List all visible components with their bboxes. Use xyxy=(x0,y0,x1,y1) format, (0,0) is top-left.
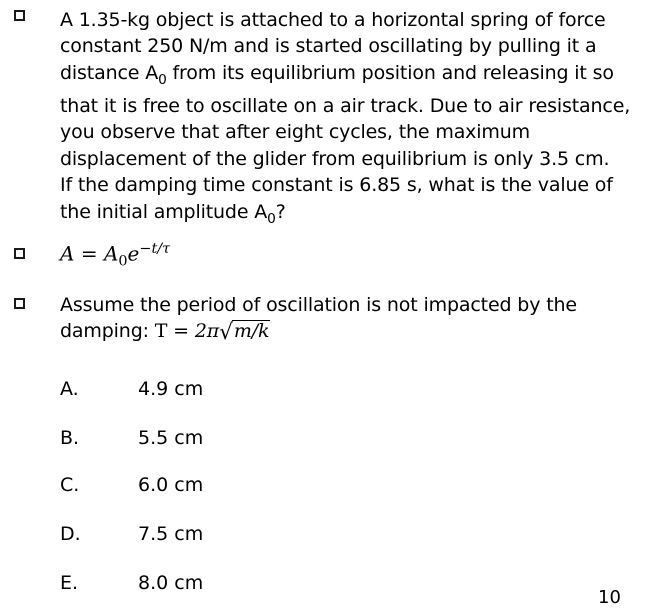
assumption-line-1: Assume the period of oscillation is not impacted by the xyxy=(60,294,577,316)
initial-amplitude-symbol: $A_0$ xyxy=(254,200,276,227)
choice-a-letter: A. xyxy=(60,378,79,400)
choice-b-letter: B. xyxy=(60,427,80,449)
assumption-text xyxy=(60,292,577,347)
problem-line-8: the initial amplitude $A_0$? xyxy=(60,200,286,227)
period-formula: T = 2π√m/k xyxy=(154,320,270,346)
choice-e-text: 8.0 cm xyxy=(138,572,204,594)
problem-line-2: constant 250 N/m and is started oscillating by pulling it a xyxy=(60,35,597,58)
choice-c-text: 6.0 cm xyxy=(138,474,204,496)
problem-line-5: you observe that after eight cycles, the maximum xyxy=(60,121,531,144)
problem-line-6: displacement of the glider from equilibrium is only 3.5 cm. xyxy=(60,147,610,170)
assumption-line-2: damping: T = 2π√m/k xyxy=(60,320,270,346)
choice-e-letter: E. xyxy=(60,572,79,594)
radicand: m/k xyxy=(233,320,270,343)
choice-b-text: 5.5 cm xyxy=(138,427,204,449)
page-number: 10 xyxy=(598,587,621,608)
problem-line-4: that it is free to oscillate on a air track. Due to air resistance, xyxy=(60,95,631,118)
checkbox-bullet-equation xyxy=(14,248,25,259)
choice-c-letter: C. xyxy=(60,474,80,496)
amplitude-symbol: $A_0$ xyxy=(145,61,167,88)
sqrt-icon: √ xyxy=(219,320,233,346)
checkbox-bullet-problem xyxy=(14,10,25,21)
damping-equation: $A = A_0e^{-t/\tau}$ xyxy=(60,241,171,270)
problem-line-3: distance $A_0$ from its equilibrium position and releasing it so xyxy=(60,61,614,88)
problem-line-7: If the damping time constant is 6.85 s, what is the value of xyxy=(60,174,613,197)
checkbox-bullet-assumption xyxy=(14,298,25,309)
problem-statement xyxy=(60,7,630,232)
problem-line-1: A 1.35-kg object is attached to a horizontal spring of force xyxy=(60,9,606,31)
choice-d-letter: D. xyxy=(60,523,81,545)
choice-a-text: 4.9 cm xyxy=(138,378,204,400)
distance-word: distance xyxy=(60,61,140,84)
choice-d-text: 7.5 cm xyxy=(138,523,204,545)
